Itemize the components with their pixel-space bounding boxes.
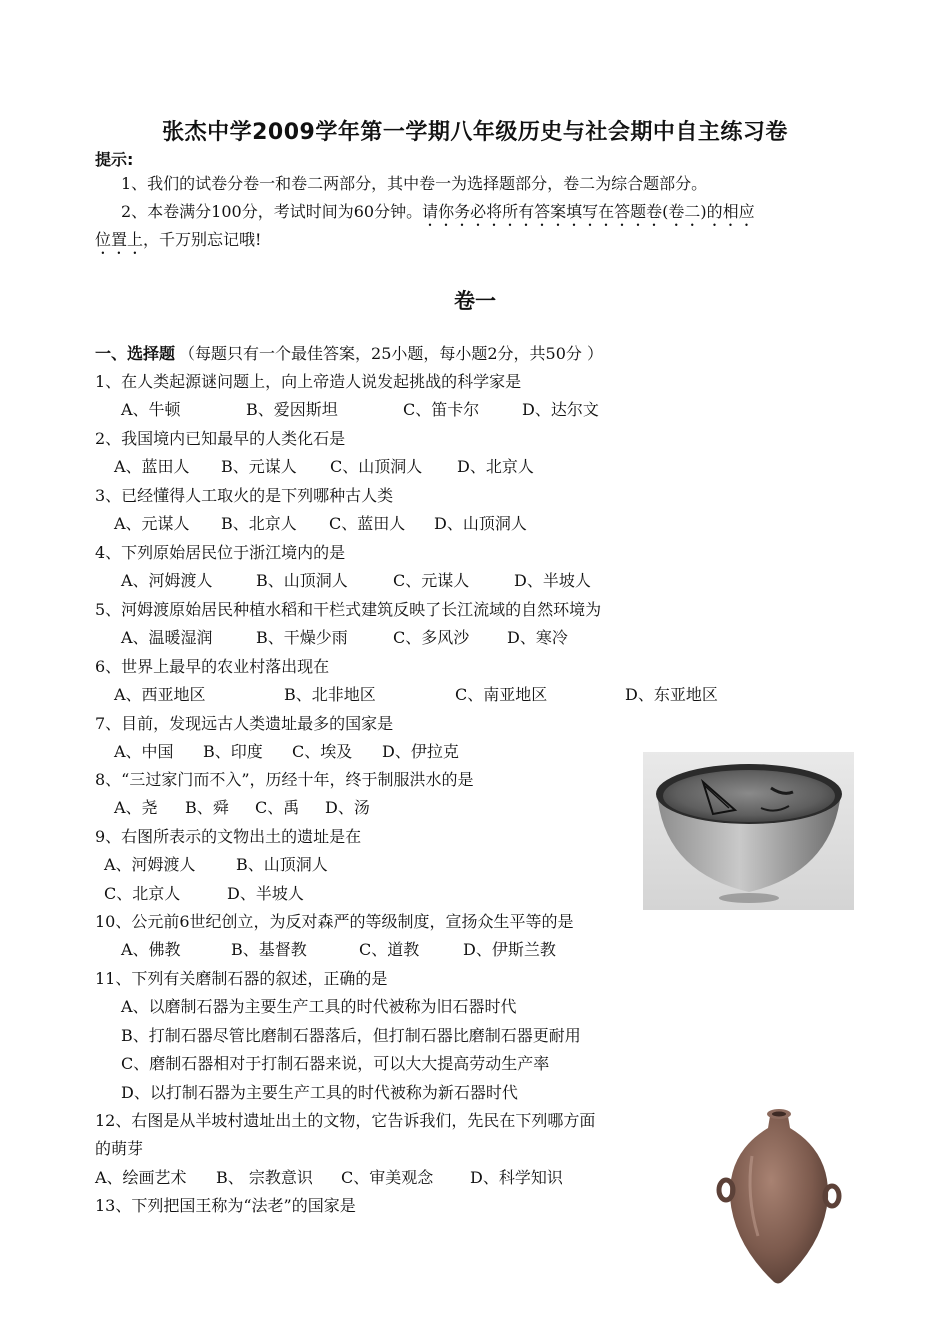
option[interactable]: B、北非地区 bbox=[284, 685, 376, 704]
option[interactable]: C、禹 bbox=[255, 798, 300, 817]
hint-line-1: 1、我们的试卷分卷一和卷二两部分，其中卷一为选择题部分，卷二为综合题部分。 bbox=[121, 174, 708, 193]
bowl-icon bbox=[643, 752, 854, 910]
option[interactable]: A、佛教 bbox=[121, 940, 181, 959]
option[interactable]: A、绘画艺术 bbox=[95, 1168, 187, 1187]
page-title: 张杰中学2009学年第一学期八年级历史与社会期中自主练习卷 bbox=[162, 120, 788, 145]
option[interactable]: C、埃及 bbox=[292, 742, 353, 761]
question-stem: 10、公元前6世纪创立，为反对森严的等级制度，宣扬众生平等的是 bbox=[95, 912, 574, 931]
question-stem: 8、“三过家门而不入”，历经十年，终于制服洪水的是 bbox=[95, 770, 474, 789]
question-stem: 5、河姆渡原始居民种植水稻和干栏式建筑反映了长江流域的自然环境为 bbox=[95, 600, 602, 619]
option[interactable]: A、中国 bbox=[114, 742, 174, 761]
option[interactable]: B、舜 bbox=[185, 798, 229, 817]
option[interactable]: D、半坡人 bbox=[227, 884, 304, 903]
volume-title: 卷一 bbox=[454, 289, 496, 313]
option[interactable]: C、审美观念 bbox=[341, 1168, 434, 1187]
question-stem: 1、在人类起源谜问题上，向上帝造人说发起挑战的科学家是 bbox=[95, 372, 522, 391]
question-stem: 3、已经懂得人工取火的是下列哪种古人类 bbox=[95, 486, 394, 505]
question-stem: 13、下列把国王称为“法老”的国家是 bbox=[95, 1196, 356, 1215]
section-heading bbox=[95, 344, 603, 364]
option[interactable]: D、东亚地区 bbox=[625, 685, 718, 704]
question-stem: 7、目前，发现远古人类遗址最多的国家是 bbox=[95, 714, 394, 733]
option[interactable]: A、温暖湿润 bbox=[121, 628, 213, 647]
option[interactable]: D、达尔文 bbox=[522, 400, 599, 419]
option[interactable]: D、伊斯兰教 bbox=[463, 940, 556, 959]
option[interactable]: D、寒冷 bbox=[507, 628, 568, 647]
question-stem: 6、世界上最早的农业村落出现在 bbox=[95, 657, 330, 676]
option[interactable]: A、以磨制石器为主要生产工具的时代被称为旧石器时代 bbox=[121, 997, 517, 1016]
hint-line-2 bbox=[121, 202, 755, 230]
hint-line-3 bbox=[95, 230, 261, 258]
hint-2-line2-emphasis: 位置上 bbox=[95, 230, 144, 249]
option[interactable]: B、北京人 bbox=[221, 514, 297, 533]
option[interactable]: A、河姆渡人 bbox=[121, 571, 213, 590]
hint-2-emphasis: 请你务必将所有答案填写在答题卷(卷二)的相应 bbox=[422, 202, 755, 221]
option[interactable]: A、牛顿 bbox=[121, 400, 181, 419]
option[interactable]: A、尧 bbox=[114, 798, 158, 817]
pottery-bowl-image bbox=[643, 752, 854, 910]
option[interactable]: D、山顶洞人 bbox=[434, 514, 527, 533]
option[interactable]: C、山顶洞人 bbox=[330, 457, 423, 476]
question-stem: 4、下列原始居民位于浙江境内的是 bbox=[95, 543, 346, 562]
option[interactable]: A、元谋人 bbox=[114, 514, 190, 533]
option[interactable]: C、元谋人 bbox=[393, 571, 470, 590]
option[interactable]: D、伊拉克 bbox=[382, 742, 459, 761]
option[interactable]: D、半坡人 bbox=[514, 571, 591, 590]
option[interactable]: B、爱因斯坦 bbox=[246, 400, 338, 419]
option[interactable]: C、磨制石器相对于打制石器来说，可以大大提高劳动生产率 bbox=[121, 1054, 550, 1073]
option[interactable]: C、蓝田人 bbox=[329, 514, 406, 533]
option[interactable]: A、西亚地区 bbox=[114, 685, 206, 704]
hint-label: 提示: bbox=[95, 150, 134, 169]
question-stem: 9、右图所表示的文物出土的遗址是在 bbox=[95, 827, 362, 846]
option[interactable]: B、 宗教意识 bbox=[216, 1168, 313, 1187]
option[interactable]: C、南亚地区 bbox=[455, 685, 548, 704]
pottery-bottle-image bbox=[712, 1106, 846, 1286]
option[interactable]: A、蓝田人 bbox=[114, 457, 190, 476]
option[interactable]: B、山顶洞人 bbox=[236, 855, 328, 874]
option[interactable]: B、印度 bbox=[203, 742, 263, 761]
option[interactable]: B、元谋人 bbox=[221, 457, 297, 476]
section-label: 一、选择题 bbox=[95, 344, 176, 363]
question-stem: 2、我国境内已知最早的人类化石是 bbox=[95, 429, 346, 448]
hint-2-tail: ，千万别忘记哦! bbox=[143, 230, 262, 249]
option[interactable]: D、北京人 bbox=[457, 457, 534, 476]
question-stem-continued: 的萌芽 bbox=[95, 1139, 144, 1158]
option[interactable]: B、山顶洞人 bbox=[256, 571, 348, 590]
bottle-icon bbox=[712, 1106, 846, 1286]
question-stem: 12、右图是从半坡村遗址出土的文物，它告诉我们，先民在下列哪方面 bbox=[95, 1111, 596, 1130]
option[interactable]: B、干燥少雨 bbox=[256, 628, 348, 647]
option[interactable]: D、汤 bbox=[325, 798, 370, 817]
option[interactable]: B、打制石器尽管比磨制石器落后，但打制石器比磨制石器更耐用 bbox=[121, 1026, 581, 1045]
option[interactable]: D、以打制石器为主要生产工具的时代被称为新石器时代 bbox=[121, 1083, 518, 1102]
option[interactable]: D、科学知识 bbox=[470, 1168, 563, 1187]
section-note: （每题只有一个最佳答案，25小题，每小题2分，共50分 ） bbox=[179, 344, 604, 363]
option[interactable]: C、北京人 bbox=[104, 884, 181, 903]
option[interactable]: C、道教 bbox=[359, 940, 420, 959]
option[interactable]: C、多风沙 bbox=[393, 628, 470, 647]
option[interactable]: B、基督教 bbox=[231, 940, 307, 959]
hint-2-plain: 2、本卷满分100分，考试时间为60分钟。 bbox=[121, 202, 423, 221]
option[interactable]: A、河姆渡人 bbox=[104, 855, 196, 874]
question-stem: 11、下列有关磨制石器的叙述，正确的是 bbox=[95, 969, 388, 988]
option[interactable]: C、笛卡尔 bbox=[403, 400, 480, 419]
